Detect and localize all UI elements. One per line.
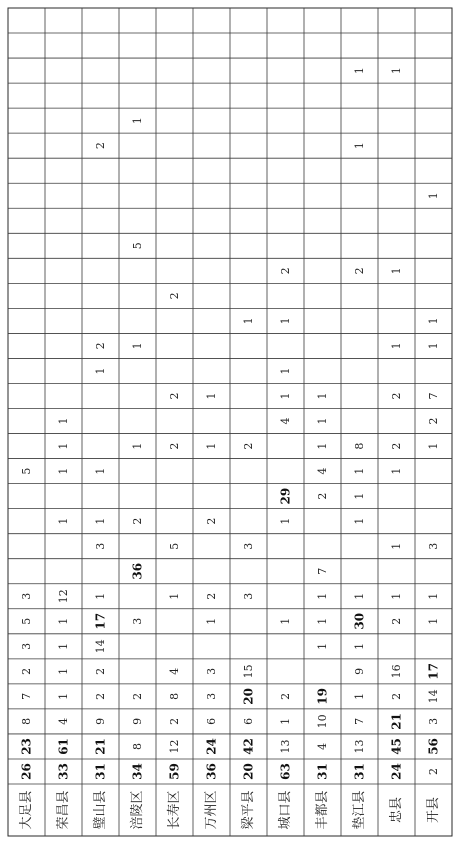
table-cell-value: 16 xyxy=(390,664,403,679)
table-cell-value: 1 xyxy=(427,342,440,350)
table-cell-value: 42 xyxy=(241,738,256,755)
table-cell-value: 1 xyxy=(353,467,366,475)
table-cell-value: 1 xyxy=(427,617,440,625)
table-cell-value: 1 xyxy=(57,442,70,450)
table-cell-value: 2 xyxy=(316,492,329,500)
table-cell-value: 14 xyxy=(94,639,107,654)
table-cell-value: 1 xyxy=(353,492,366,500)
table-cell-value: 59 xyxy=(167,763,182,780)
table-cell-value: 26 xyxy=(19,763,34,780)
table-cell-value: 1 xyxy=(353,642,366,650)
table-cell-value: 1 xyxy=(353,142,366,150)
county-label: 丰都县 xyxy=(315,790,330,830)
table-cell-value: 3 xyxy=(131,617,144,625)
table-cell-value: 1 xyxy=(390,67,403,75)
table-cell-value: 17 xyxy=(93,612,108,630)
table-cell-value: 12 xyxy=(57,589,70,604)
table-cell-value: 12 xyxy=(168,739,181,754)
table-cell-value: 7 xyxy=(20,692,33,700)
table-cell-value: 36 xyxy=(130,562,145,580)
table-cell-value: 1 xyxy=(168,592,181,600)
table-cell-value: 2 xyxy=(131,517,144,525)
table-cell-value: 2 xyxy=(168,717,181,725)
table-cell-value: 1 xyxy=(427,442,440,450)
table-cell-value: 31 xyxy=(93,763,108,780)
table-cell-value: 9 xyxy=(94,717,107,725)
table-cell-value: 2 xyxy=(205,592,218,600)
table-cell-value: 24 xyxy=(204,738,219,755)
table-cell-value: 9 xyxy=(131,717,144,725)
table-cell-value: 63 xyxy=(278,763,293,780)
table-cell-value: 10 xyxy=(316,714,329,729)
table-cell-value: 1 xyxy=(131,342,144,350)
table-cell-value: 1 xyxy=(94,517,107,525)
table-cell-value: 8 xyxy=(131,742,144,750)
table-cell-value: 2 xyxy=(279,267,292,275)
table-cell-value: 1 xyxy=(94,467,107,475)
table-cell-value: 1 xyxy=(427,592,440,600)
table-cell-value: 6 xyxy=(205,717,218,725)
table-cell-value: 8 xyxy=(168,692,181,700)
county-label: 涪陵区 xyxy=(130,790,145,830)
table-cell-value: 1 xyxy=(279,517,292,525)
table-cell-value: 2 xyxy=(279,692,292,700)
table-cell-value: 6 xyxy=(242,717,255,725)
table-cell-value: 3 xyxy=(20,592,33,600)
table-cell-value: 1 xyxy=(57,417,70,425)
table-cell-value: 1 xyxy=(279,317,292,325)
table-cell-value: 61 xyxy=(56,738,71,755)
table-cell-value: 1 xyxy=(57,617,70,625)
table-cell-value: 45 xyxy=(389,738,404,755)
table-cell-value: 1 xyxy=(353,517,366,525)
table-cell-value: 1 xyxy=(353,692,366,700)
county-label: 万州区 xyxy=(204,790,219,830)
table-cell-value: 7 xyxy=(316,567,329,575)
table-cell-value: 1 xyxy=(390,467,403,475)
table-cell-value: 1 xyxy=(427,192,440,200)
table-cell-value: 1 xyxy=(353,592,366,600)
table-cell-value: 2 xyxy=(94,667,107,675)
table-cell-value: 2 xyxy=(427,767,440,775)
table-cell-value: 1 xyxy=(57,667,70,675)
table-cell-value: 1 xyxy=(205,392,218,400)
table-cell-value: 29 xyxy=(278,487,293,505)
table-cell-value: 3 xyxy=(242,592,255,600)
table-cell-value: 5 xyxy=(131,242,144,250)
table-cell-value: 1 xyxy=(131,117,144,125)
table-cell-value: 4 xyxy=(168,667,181,675)
table-cell-value: 4 xyxy=(57,717,70,725)
table-cell-value: 2 xyxy=(94,142,107,150)
table-cell-value: 5 xyxy=(20,467,33,475)
table-grid xyxy=(8,8,452,836)
table-cell-value: 21 xyxy=(93,738,108,755)
table-cell-value: 2 xyxy=(427,417,440,425)
table-cell-value: 1 xyxy=(390,542,403,550)
table-cell-value: 5 xyxy=(168,542,181,550)
table-cell-value: 17 xyxy=(426,663,441,680)
table-cell-value: 1 xyxy=(390,592,403,600)
table-cell-value: 2 xyxy=(168,392,181,400)
table-cell-value: 1 xyxy=(279,367,292,375)
table-cell-value: 2 xyxy=(390,392,403,400)
table-cell-value: 15 xyxy=(242,664,255,679)
table-cell-value: 3 xyxy=(205,667,218,675)
table-cell-value: 2 xyxy=(94,692,107,700)
table-cell-value: 1 xyxy=(205,617,218,625)
table-cell-value: 1 xyxy=(57,517,70,525)
table-cell-value: 2 xyxy=(353,267,366,275)
table-cell-value: 3 xyxy=(427,542,440,550)
table-cell-value: 24 xyxy=(389,763,404,780)
table-cell-value: 13 xyxy=(279,739,292,754)
table-cell-value: 1 xyxy=(279,717,292,725)
table-cell-value: 3 xyxy=(94,542,107,550)
table-cell-value: 23 xyxy=(19,738,34,755)
table-cell-value: 1 xyxy=(316,642,329,650)
county-label: 大足县 xyxy=(19,790,34,830)
table-cell-value: 7 xyxy=(353,717,366,725)
table-cell-value: 5 xyxy=(20,617,33,625)
table-cell-value: 20 xyxy=(241,688,256,705)
table-cell-value: 14 xyxy=(427,689,440,704)
table-cell-value: 56 xyxy=(426,738,441,755)
table-cell-value: 1 xyxy=(242,317,255,325)
table-cell-value: 1 xyxy=(131,442,144,450)
table-cell-value: 19 xyxy=(315,688,330,705)
table-cell-value: 1 xyxy=(390,342,403,350)
table-cell-value: 8 xyxy=(353,442,366,450)
table-cell-value: 1 xyxy=(316,392,329,400)
table-cell-value: 1 xyxy=(94,592,107,600)
table-cell-value: 31 xyxy=(352,763,367,780)
table-cell-value: 30 xyxy=(352,612,367,630)
table-cell-value: 2 xyxy=(20,667,33,675)
table-cell-value: 1 xyxy=(316,417,329,425)
table-cell-value: 1 xyxy=(316,592,329,600)
county-label: 忠县 xyxy=(389,796,404,824)
table-cell-value: 8 xyxy=(20,717,33,725)
table-cell-value: 2 xyxy=(168,292,181,300)
table-cell-value: 9 xyxy=(353,667,366,675)
table-cell-value: 1 xyxy=(57,642,70,650)
county-label: 长寿区 xyxy=(167,790,182,830)
table-cell-value: 21 xyxy=(389,713,404,730)
table-cell-value: 36 xyxy=(204,763,219,780)
table-cell-value: 7 xyxy=(427,392,440,400)
table-cell-value: 20 xyxy=(241,763,256,780)
table-cell-value: 2 xyxy=(242,442,255,450)
table-cell-value: 1 xyxy=(316,442,329,450)
table-cell-value: 1 xyxy=(57,692,70,700)
table-cell-value: 3 xyxy=(427,717,440,725)
table-cell-value: 2 xyxy=(390,442,403,450)
table-cell-value: 4 xyxy=(279,417,292,425)
county-label: 荣昌县 xyxy=(56,790,71,830)
county-label: 城口县 xyxy=(278,790,293,830)
table-cell-value: 31 xyxy=(315,763,330,780)
table-cell-value: 1 xyxy=(94,367,107,375)
table-cell-value: 1 xyxy=(57,467,70,475)
table-cell-value: 1 xyxy=(205,442,218,450)
table-cell-value: 2 xyxy=(131,692,144,700)
table-cell-value: 2 xyxy=(205,517,218,525)
table-cell-value: 1 xyxy=(390,267,403,275)
table-cell-value: 1 xyxy=(427,317,440,325)
table-cell-value: 1 xyxy=(279,617,292,625)
county-label: 梁平县 xyxy=(241,790,256,830)
table-cell-value: 33 xyxy=(56,763,71,780)
table-cell-value: 34 xyxy=(130,763,145,780)
table-cell-value: 3 xyxy=(20,642,33,650)
county-label: 开县 xyxy=(426,796,441,824)
table-cell-value: 4 xyxy=(316,467,329,475)
table-cell-value: 3 xyxy=(205,692,218,700)
county-label: 垫江县 xyxy=(352,790,367,830)
table-cell-value: 1 xyxy=(316,617,329,625)
table-cells xyxy=(18,67,441,829)
table-cell-value: 2 xyxy=(94,342,107,350)
table-cell-value: 2 xyxy=(390,617,403,625)
table-cell-value: 1 xyxy=(279,392,292,400)
table-cell-value: 1 xyxy=(353,67,366,75)
table-cell-value: 2 xyxy=(390,692,403,700)
table-cell-value: 4 xyxy=(316,742,329,750)
table-cell-value: 13 xyxy=(353,739,366,754)
table-cell-value: 2 xyxy=(168,442,181,450)
county-label: 璧山县 xyxy=(93,790,108,830)
table-cell-value: 3 xyxy=(242,542,255,550)
